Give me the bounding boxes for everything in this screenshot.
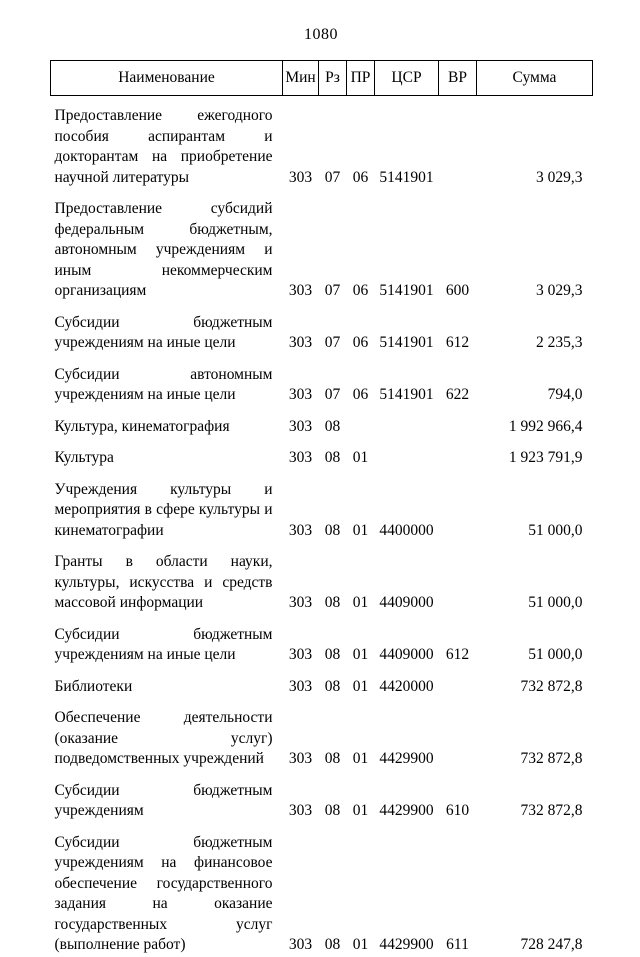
row-csr: 4429900 (379, 936, 434, 953)
row-pr: 06 (352, 168, 369, 186)
header-pr: ПР (347, 61, 375, 96)
row-csr: 5141901 (379, 168, 434, 186)
row-csr (375, 407, 439, 439)
table-row (51, 542, 593, 615)
row-pr: 06 (352, 282, 369, 299)
header-vr: ВР (439, 61, 477, 96)
row-sum: 794,0 (547, 386, 583, 403)
row-csr: 5141901 (379, 386, 434, 403)
header-min: Мин (283, 61, 319, 96)
row-csr: 4409000 (379, 594, 434, 611)
row-sum: 1 923 791,9 (508, 449, 583, 466)
table-row (51, 698, 593, 771)
row-rz: 08 (324, 802, 341, 819)
row-name: Субсидии бюджетным учреждениям на иные цели (54, 313, 273, 351)
table-row (51, 303, 593, 355)
row-name: Субсидии бюджетным учреждениям на финансовое обеспечение государственного задания на оказание государственных услуг (выполнение работ) (54, 833, 273, 953)
row-pr: 06 (352, 334, 369, 351)
header-sum: Сумма (477, 61, 593, 96)
row-vr (439, 667, 477, 699)
row-rz: 08 (324, 417, 341, 435)
row-vr: 612 (445, 646, 470, 663)
row-pr: 01 (352, 936, 369, 953)
row-min: 303 (288, 417, 313, 435)
row-csr: 4429900 (379, 802, 434, 819)
table-row (51, 615, 593, 667)
row-csr: 4429900 (379, 750, 434, 767)
row-name: Библиотеки (54, 677, 133, 695)
page-number: 1080 (304, 26, 338, 43)
table-row (51, 189, 593, 303)
row-sum: 51 000,0 (528, 646, 583, 663)
row-pr (347, 407, 375, 439)
header-row (51, 61, 593, 96)
row-pr: 01 (352, 750, 369, 767)
row-sum: 3 029,3 (536, 282, 583, 299)
row-rz: 08 (324, 521, 341, 539)
row-pr: 01 (352, 677, 369, 695)
row-csr (375, 438, 439, 470)
table-row (51, 470, 593, 543)
row-min: 303 (288, 449, 313, 466)
header-csr: ЦСР (375, 61, 439, 96)
table-row (51, 407, 593, 439)
row-vr: 600 (445, 282, 470, 299)
row-name: Учреждения культуры и мероприятия в сфере культуры и кинематографии (54, 480, 273, 539)
row-pr: 01 (352, 521, 369, 539)
row-pr: 01 (352, 646, 369, 663)
row-vr (439, 542, 477, 615)
row-name: Субсидии автономным учреждениям на иные цели (54, 365, 273, 403)
row-min: 303 (288, 677, 313, 695)
row-csr: 4400000 (379, 521, 434, 539)
row-csr: 4420000 (379, 677, 434, 695)
row-pr: 01 (352, 802, 369, 819)
row-min: 303 (288, 646, 313, 663)
row-min: 303 (288, 594, 313, 611)
row-sum: 732 872,8 (520, 677, 583, 695)
row-sum: 732 872,8 (520, 802, 583, 819)
row-name: Предоставление ежегодного пособия аспирантам и докторантам на приобретение научной литературы (54, 107, 273, 186)
table-row (51, 438, 593, 470)
row-vr (439, 698, 477, 771)
row-rz: 08 (324, 449, 341, 466)
row-min: 303 (288, 282, 313, 299)
row-vr: 610 (445, 802, 470, 819)
row-rz: 08 (324, 677, 341, 695)
row-sum: 51 000,0 (528, 594, 583, 611)
row-rz: 07 (324, 168, 341, 186)
row-rz: 07 (324, 282, 341, 299)
row-rz: 07 (324, 386, 341, 403)
row-vr (439, 407, 477, 439)
row-min: 303 (288, 521, 313, 539)
table-row (51, 355, 593, 407)
row-sum: 1 992 966,4 (508, 417, 583, 435)
header-rz: Рз (319, 61, 347, 96)
row-pr: 01 (352, 449, 369, 466)
row-rz: 07 (324, 334, 341, 351)
row-sum: 2 235,3 (536, 334, 583, 351)
row-name: Культура (54, 449, 114, 466)
row-vr (439, 96, 477, 190)
budget-table (50, 60, 593, 957)
row-name: Субсидии бюджетным учреждениям (54, 781, 273, 819)
row-min: 303 (288, 936, 313, 953)
row-name: Обеспечение деятельности (оказание услуг) подведомственных учреждений (54, 709, 273, 767)
row-vr: 612 (445, 334, 470, 351)
row-name: Предоставление субсидий федеральным бюджетным, автономным учреждениям и иным некоммерческим организациям (54, 200, 273, 299)
row-min: 303 (288, 334, 313, 351)
table-row (51, 96, 593, 190)
row-rz: 08 (324, 750, 341, 767)
table-row (51, 667, 593, 699)
row-min: 303 (288, 802, 313, 819)
row-sum: 51 000,0 (528, 521, 583, 539)
table-row (51, 771, 593, 823)
row-min: 303 (288, 168, 313, 186)
table-header (51, 61, 593, 96)
row-csr: 4409000 (379, 646, 434, 663)
table-body (51, 96, 593, 957)
row-name: Гранты в области науки, культуры, искусства и средств массовой информации (54, 553, 273, 611)
row-min: 303 (288, 386, 313, 403)
row-rz: 08 (324, 594, 341, 611)
row-name: Субсидии бюджетным учреждениям на иные цели (54, 625, 273, 663)
table-row (51, 823, 593, 957)
row-rz: 08 (324, 646, 341, 663)
row-pr: 01 (352, 594, 369, 611)
row-csr: 5141901 (379, 334, 434, 351)
row-vr (439, 438, 477, 470)
row-vr: 622 (445, 386, 470, 403)
row-sum: 728 247,8 (520, 936, 583, 953)
row-csr: 5141901 (379, 282, 434, 299)
row-vr (439, 470, 477, 543)
row-pr: 06 (352, 386, 369, 403)
row-name: Культура, кинематография (54, 417, 230, 435)
row-sum: 3 029,3 (536, 168, 583, 186)
row-sum: 732 872,8 (520, 750, 583, 767)
header-name: Наименование (51, 61, 283, 96)
row-min: 303 (288, 750, 313, 767)
row-vr: 611 (446, 936, 469, 953)
row-rz: 08 (324, 936, 341, 953)
